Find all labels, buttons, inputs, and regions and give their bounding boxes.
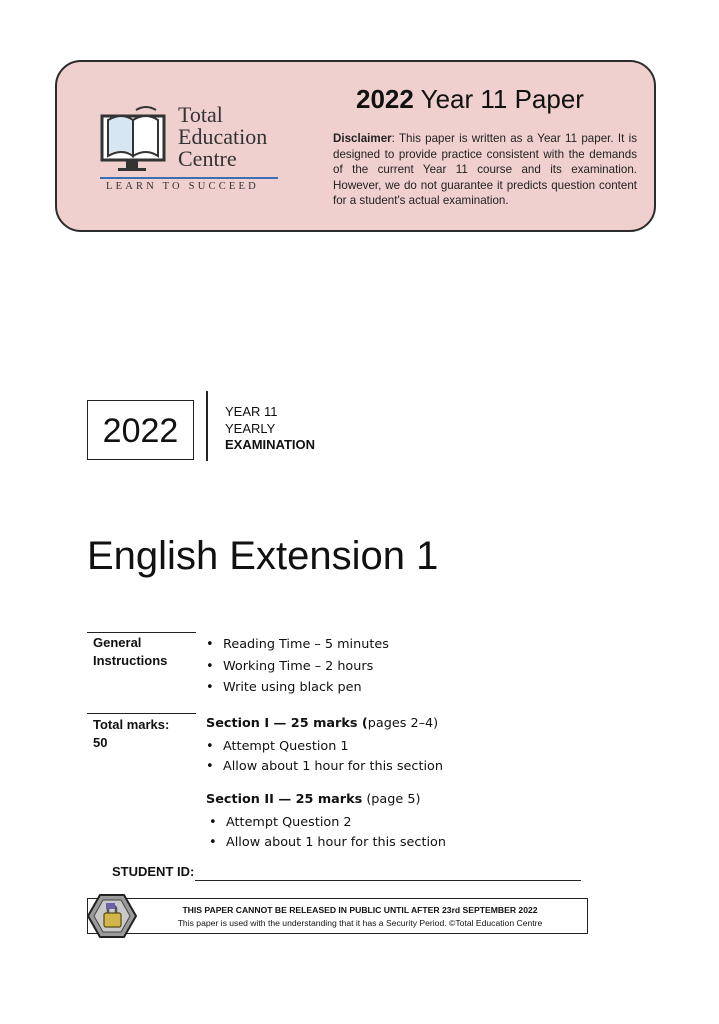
list-item: • Allow about 1 hour for this section: [209, 833, 446, 853]
total-marks-value: 50: [93, 735, 108, 750]
general-label-line-2: Instructions: [93, 653, 168, 668]
exam-line-yearly: YEARLY: [225, 420, 276, 436]
paper-year: 2022: [356, 84, 414, 114]
logo-tagline: LEARN TO SUCCEED: [106, 181, 259, 192]
logo-line-1: Total: [178, 102, 223, 127]
subject-title: English Extension 1: [87, 534, 439, 578]
logo-line-3: Centre: [178, 146, 237, 171]
general-label-line-1: General: [93, 635, 142, 650]
security-period-notice: This paper is used with the understanding that it has a Security Period. ©Total Education Centre: [177, 918, 543, 928]
marks-top-rule: [87, 713, 196, 714]
release-notice: THIS PAPER CANNOT BE RELEASED IN PUBLIC UNTIL AFTER 23rd SEPTEMBER 2022: [182, 905, 538, 915]
paper-label: Year 11 Paper: [420, 84, 584, 114]
disclaimer-text: : This paper is written as a Year 11 paper. It is designed to provide practice consistent with the demands of the current Year 11 course and its examination. However, we do not guarantee it predicts question content for a student's actual examination.: [333, 132, 637, 208]
exam-type: [225, 404, 315, 454]
list-item: • Allow about 1 hour for this section: [206, 757, 443, 777]
section-2-pages: (page 5): [362, 792, 421, 807]
logo-line-2: Education: [178, 124, 268, 149]
list-item: • Attempt Question 2: [209, 813, 446, 833]
vertical-divider: [206, 391, 208, 461]
section-1-title: Section I — 25 marks (: [206, 716, 368, 731]
student-id-field[interactable]: [195, 880, 581, 881]
list-item: • Write using black pen: [206, 677, 389, 699]
padlock-icon: [86, 893, 138, 939]
paper-title: [356, 84, 636, 114]
section-1-list: [206, 737, 443, 776]
instructions-top-rule: [87, 632, 196, 633]
list-item: • Reading Time – 5 minutes: [206, 634, 389, 656]
total-marks-caption: Total marks:: [93, 717, 170, 732]
total-marks-label: [93, 716, 169, 752]
general-instructions-list: [206, 634, 389, 699]
security-notice-box: [87, 898, 588, 934]
student-id-label: STUDENT ID:: [112, 864, 195, 879]
general-instructions-label: [93, 634, 167, 670]
exam-year-box: 2022: [87, 400, 194, 460]
list-item: • Working Time – 2 hours: [206, 656, 389, 678]
section-1-heading: [206, 716, 438, 731]
disclaimer-label: Disclaimer: [333, 132, 392, 145]
list-item: • Attempt Question 1: [206, 737, 443, 757]
exam-line-year: YEAR 11: [225, 404, 278, 419]
exam-line-examination: EXAMINATION: [225, 437, 316, 452]
section-2-title: Section II — 25 marks: [206, 792, 363, 807]
disclaimer: [333, 131, 637, 209]
section-2-list: [209, 813, 446, 852]
logo-divider: [100, 177, 278, 179]
section-1-pages: pages 2–4): [367, 716, 439, 731]
logo-wordmark: [178, 104, 293, 170]
section-2-heading: [206, 792, 420, 807]
